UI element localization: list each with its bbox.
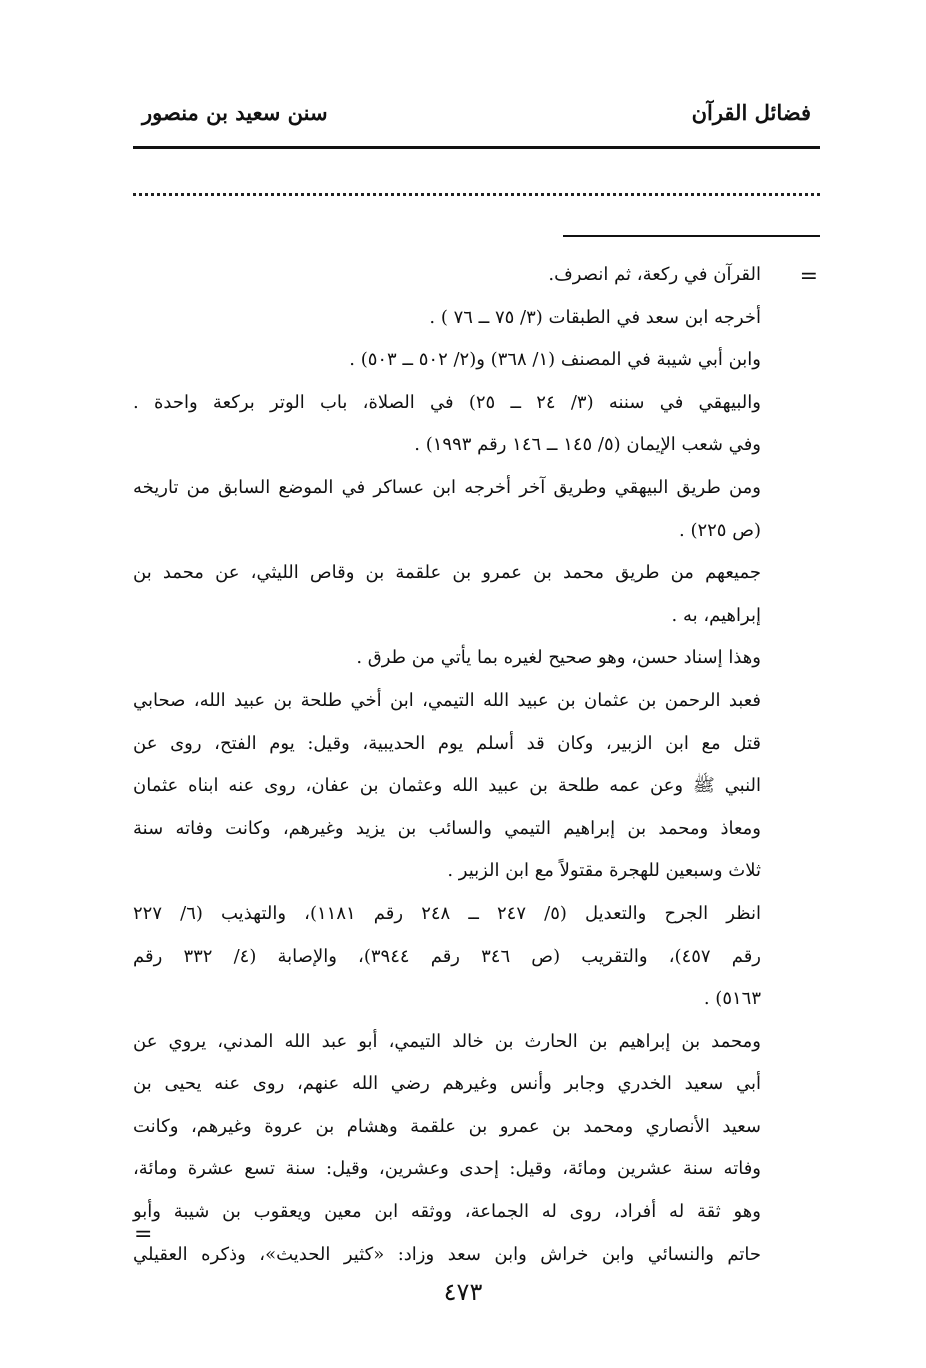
page-number: ٤٧٣ [443,1278,483,1306]
text-line: القرآن في ركعة، ثم انصرف. [548,264,761,285]
running-header-chapter: فضائل القرآن [691,100,811,125]
running-header-book: سنن سعيد بن منصور [142,100,328,125]
text-line: رقم ٤٥٧)، والتقريب (ص ٣٤٦ رقم ٣٩٤٤)، والإصابة (٤/ ٣٣٢ رقم [133,945,762,967]
text-line: وفاته سنة عشرين ومائة، وقيل: إحدى وعشرين، وقيل: سنة تسع عشرة ومائة، [133,1158,761,1180]
text-line: إبراهيم، به . [671,604,761,626]
text-line: انظر الجرح والتعديل (٥/ ٢٤٧ ــ ٢٤٨ رقم ١١٨١)، والتهذيب (٦/ ٢٢٧ [133,902,761,924]
continuation-mark-bottom: = [134,1222,153,1247]
continuation-mark-top: = [799,264,818,289]
text-line: والبيهقي في سننه (٣/ ٢٤ ــ ٢٥) في الصلاة، باب الوتر بركعة واحدة . [133,391,761,413]
text-line: حاتم والنسائي وابن خراش وابن سعد وزاد: «كثير الحديث»، وذكره العقيلي [133,1243,761,1265]
text-line: جميعهم من طريق محمد بن عمرو بن علقمة بن وقاص الليثي، عن محمد بن [133,562,761,584]
text-line: ٥١٦٣) . [703,988,761,1010]
footnote-text [133,254,761,1276]
header-rule [133,146,820,149]
text-line: (ص ٢٢٥) . [679,519,761,541]
text-line: وفي شعب الإيمان (٥/ ١٤٥ ــ ١٤٦ رقم ١٩٩٣) . [414,434,761,456]
text-line: أبي سعيد الخدري وجابر وأنس وغيرهم رضي الله عنهم، روى عنه يحيى بن [133,1073,761,1095]
text-line: وهذا إسناد حسن، وهو صحيح لغيره بما يأتي من طرق . [356,647,761,669]
text-line: ومعاذ ومحمد بن إبراهيم التيمي والسائب بن يزيد وغيرهم، وكانت وفاته سنة [133,817,761,839]
text-line: ومحمد بن إبراهيم بن الحارث بن خالد التيمي، أبو عبد الله المدني، يروي عن [133,1030,761,1052]
text-line: ومن طريق البيهقي وطريق آخر أخرجه ابن عساكر في الموضع السابق من تاريخه [133,476,761,498]
dotted-separator [133,193,820,196]
text-line: النبي ﷺ وعن عمه طلحة بن عبيد الله وعثمان بن عفان، روى عنه ابناه عثمان [133,775,761,797]
text-line: أخرجه ابن سعد في الطبقات (٣/ ٧٥ ــ ٧٦ ) . [429,306,761,328]
footnote-rule [563,235,820,237]
text-line: سعيد الأنصاري ومحمد بن عمرو بن علقمة وهشام بن عروة وغيرهم، وكانت [133,1115,761,1137]
text-line: قتل مع ابن الزبير، وكان قد أسلم يوم الحديبية، وقيل: يوم الفتح، روى عن [133,732,761,754]
text-line: وابن أبي شيبة في المصنف (١/ ٣٦٨) و(٢/ ٥٠٢ ــ ٥٠٣) . [349,349,761,371]
text-line: ثلاث وسبعين للهجرة مقتولاً مع ابن الزبير . [447,860,761,882]
text-line: وهو ثقة له أفراد، روى له الجماعة، ووثقه ابن معين ويعقوب بن شيبة وأبو [133,1201,761,1223]
text-line: فعبد الرحمن بن عثمان بن عبيد الله التيمي، ابن أخي طلحة بن عبيد الله، صحابي [133,689,761,711]
